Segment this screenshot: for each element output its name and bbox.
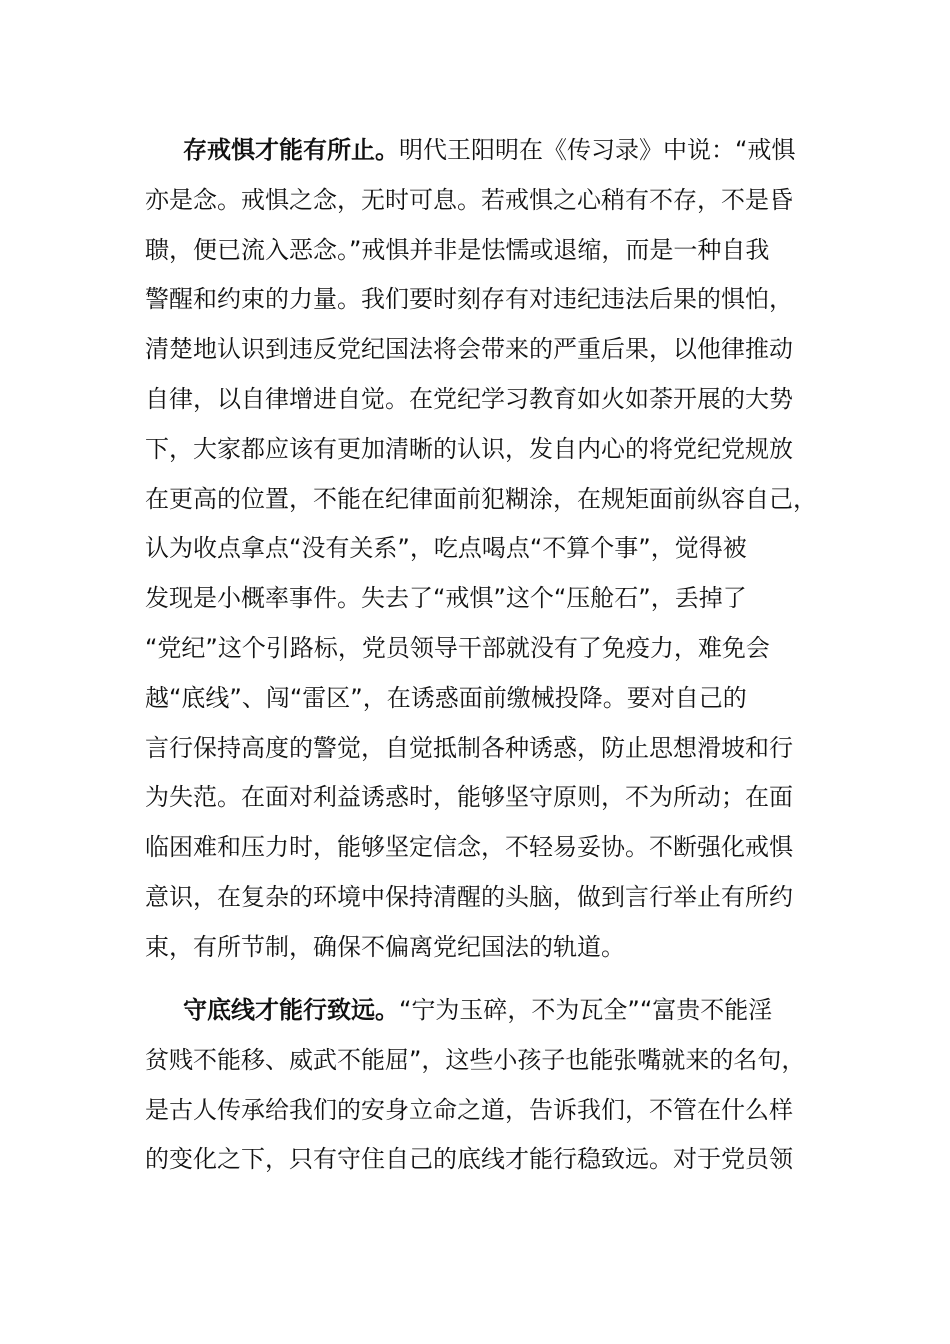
- text-line: “宁为玉碎，不为瓦全”“富贵不能淫: [399, 996, 773, 1024]
- text-line: 的变化之下，只有守住自己的底线才能行稳致远。对于党员领: [145, 1145, 793, 1174]
- text-line: 发现是小概率事件。失去了“戒惧”这个“压舱石”，丢掉了: [145, 584, 747, 613]
- text-line: 为失范。在面对利益诱惑时，能够坚守原则，不为所动；在面: [145, 783, 793, 812]
- text-line: “党纪”这个引路标，党员领导干部就没有了免疫力，难免会: [145, 633, 770, 662]
- text-line: 是古人传承给我们的安身立命之道，告诉我们，不管在什么样: [145, 1095, 793, 1124]
- text-line: 亦是念。戒惧之念，无时可息。若戒惧之心稍有不存，不是昏: [145, 185, 793, 214]
- text-line: 明代王阳明在《传习录》中说：“戒惧: [399, 136, 796, 164]
- paragraph-discipline-fear: [145, 126, 825, 973]
- text-line: 越“底线”、闯“雷区”，在诱惑面前缴械投降。要对自己的: [145, 683, 747, 712]
- text-line: 在更高的位置，不能在纪律面前犯糊涂，在规矩面前纵容自己，: [145, 484, 817, 513]
- paragraph-first-line: [145, 126, 825, 176]
- text-line: 认为收点拿点“没有关系”，吃点喝点“不算个事”，觉得被: [145, 534, 747, 563]
- text-line: 言行保持高度的警觉，自觉抵制各种诱惑，防止思想滑坡和行: [145, 733, 793, 762]
- paragraph-lead-heading: 守底线才能行致远。: [183, 996, 399, 1024]
- text-line: 临困难和压力时，能够坚定信念，不轻易妥协。不断强化戒惧: [145, 833, 793, 862]
- text-line: 自律，以自律增进自觉。在党纪学习教育如火如荼开展的大势: [145, 384, 793, 413]
- text-line: 束，有所节制，确保不偏离党纪国法的轨道。: [145, 932, 625, 961]
- text-line: 聩，便已流入恶念。”戒惧并非是怯懦或退缩，而是一种自我: [145, 235, 770, 264]
- text-line: 意识，在复杂的环境中保持清醒的头脑，做到言行举止有所约: [145, 882, 793, 911]
- text-line: 警醒和约束的力量。我们要时刻存有对违纪违法后果的惧怕，: [145, 285, 793, 314]
- text-line: 下，大家都应该有更加清晰的认识，发自内心的将党纪党规放: [145, 434, 793, 463]
- paragraph-lead-heading: 存戒惧才能有所止。: [183, 136, 399, 164]
- paragraph-first-line: [145, 986, 825, 1036]
- paragraph-bottom-line: [145, 986, 825, 1185]
- text-line: 清楚地认识到违反党纪国法将会带来的严重后果，以他律推动: [145, 335, 793, 364]
- text-line: 贫贱不能移、威武不能屈”，这些小孩子也能张嘴就来的名句，: [145, 1045, 806, 1074]
